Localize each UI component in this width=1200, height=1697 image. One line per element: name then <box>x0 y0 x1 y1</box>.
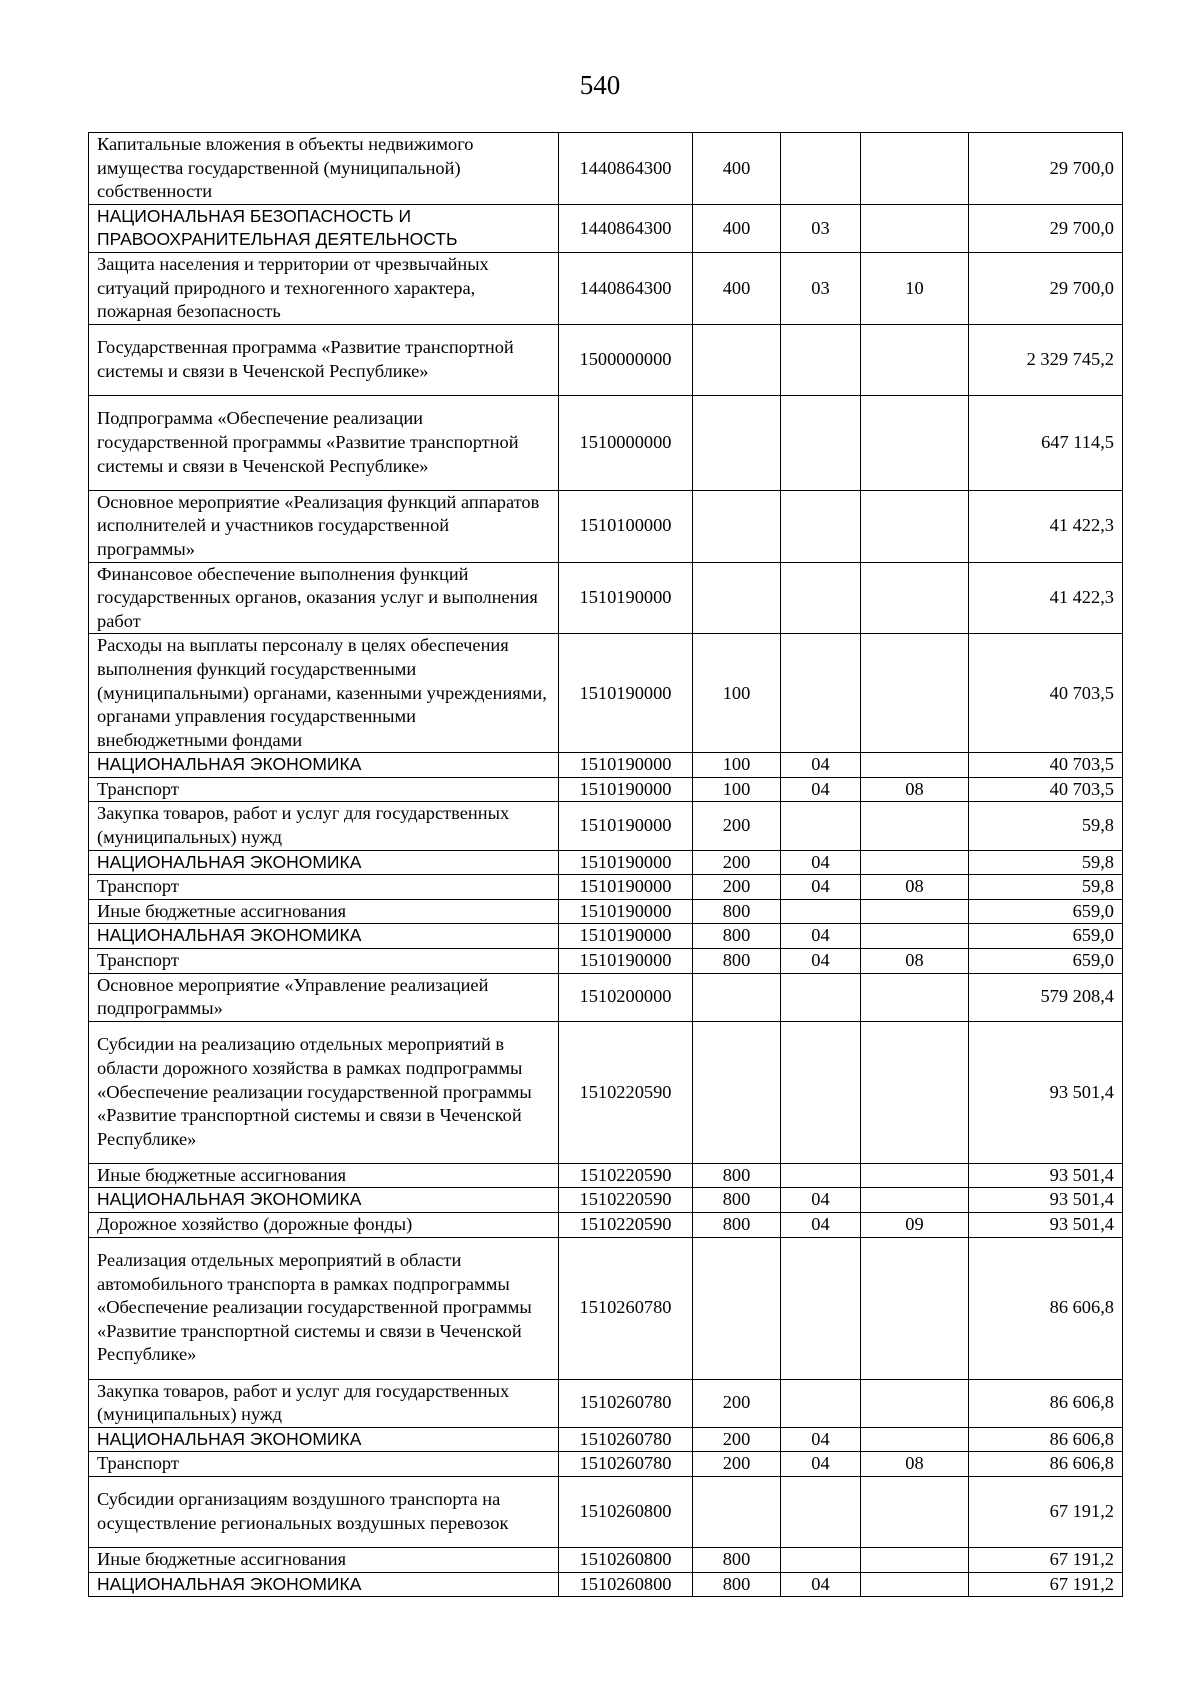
table-row <box>89 324 1123 395</box>
table-row <box>89 562 1123 634</box>
row-type <box>693 1476 781 1547</box>
row-subsection <box>861 634 969 753</box>
row-name: Закупка товаров, работ и услуг для государственных (муниципальных) нужд <box>89 802 559 850</box>
row-amount: 2 329 745,2 <box>969 324 1123 395</box>
row-section: 04 <box>781 753 861 778</box>
table-row <box>89 1163 1123 1188</box>
row-subsection <box>861 1379 969 1427</box>
row-type: 200 <box>693 1379 781 1427</box>
row-type <box>693 973 781 1021</box>
table-row <box>89 1547 1123 1572</box>
table-row <box>89 899 1123 924</box>
row-type: 200 <box>693 1427 781 1452</box>
row-name: Расходы на выплаты персоналу в целях обеспечения выполнения функций государственными (муниципальными) органами, казенными учреждениями, органами управления государственными внебюджетными фондами <box>89 634 559 753</box>
row-type <box>693 395 781 490</box>
row-name: НАЦИОНАЛЬНАЯ БЕЗОПАСНОСТЬ И ПРАВООХРАНИТЕЛЬНАЯ ДЕЯТЕЛЬНОСТЬ <box>89 204 559 252</box>
row-amount: 41 422,3 <box>969 490 1123 562</box>
row-name: Транспорт <box>89 949 559 974</box>
row-code: 1510220590 <box>559 1213 693 1238</box>
table-row <box>89 875 1123 900</box>
row-name: НАЦИОНАЛЬНАЯ ЭКОНОМИКА <box>89 1572 559 1597</box>
row-type <box>693 324 781 395</box>
row-section: 04 <box>781 1188 861 1213</box>
row-type: 200 <box>693 875 781 900</box>
row-section <box>781 802 861 850</box>
row-amount: 93 501,4 <box>969 1213 1123 1238</box>
row-code: 1510260780 <box>559 1452 693 1477</box>
row-code: 1510190000 <box>559 850 693 875</box>
row-name: Подпрограмма «Обеспечение реализации государственной программы «Развитие транспортной системы и связи в Чеченской Республике» <box>89 395 559 490</box>
row-amount: 659,0 <box>969 924 1123 949</box>
row-name: НАЦИОНАЛЬНАЯ ЭКОНОМИКА <box>89 753 559 778</box>
row-amount: 86 606,8 <box>969 1452 1123 1477</box>
row-subsection <box>861 133 969 205</box>
row-section <box>781 324 861 395</box>
row-subsection: 08 <box>861 949 969 974</box>
row-amount: 29 700,0 <box>969 204 1123 252</box>
row-section <box>781 1379 861 1427</box>
row-type: 800 <box>693 949 781 974</box>
table-row <box>89 753 1123 778</box>
row-section: 03 <box>781 204 861 252</box>
row-name: Субсидии на реализацию отдельных мероприятий в области дорожного хозяйства в рамках подпрограммы «Обеспечение реализации государственной программы «Развитие транспортной системы и связи в Чеченской Республике» <box>89 1021 559 1163</box>
row-code: 1440864300 <box>559 133 693 205</box>
row-section <box>781 1163 861 1188</box>
row-subsection <box>861 204 969 252</box>
row-type <box>693 562 781 634</box>
row-subsection <box>861 753 969 778</box>
row-amount: 29 700,0 <box>969 252 1123 324</box>
page-number: 540 <box>579 70 621 100</box>
row-amount: 86 606,8 <box>969 1237 1123 1379</box>
table-row <box>89 924 1123 949</box>
row-type: 800 <box>693 1188 781 1213</box>
row-code: 1510190000 <box>559 924 693 949</box>
table-row <box>89 1379 1123 1427</box>
row-code: 1440864300 <box>559 204 693 252</box>
row-amount: 29 700,0 <box>969 133 1123 205</box>
row-name: Транспорт <box>89 875 559 900</box>
row-section <box>781 133 861 205</box>
table-row <box>89 1427 1123 1452</box>
row-type: 400 <box>693 133 781 205</box>
row-code: 1510190000 <box>559 777 693 802</box>
row-subsection <box>861 490 969 562</box>
row-amount: 67 191,2 <box>969 1572 1123 1597</box>
row-code: 1510260800 <box>559 1476 693 1547</box>
row-subsection <box>861 850 969 875</box>
row-amount: 93 501,4 <box>969 1163 1123 1188</box>
table-row <box>89 1572 1123 1597</box>
row-name: Защита населения и территории от чрезвычайных ситуаций природного и техногенного характера, пожарная безопасность <box>89 252 559 324</box>
table-row <box>89 973 1123 1021</box>
table-row <box>89 395 1123 490</box>
row-amount: 86 606,8 <box>969 1427 1123 1452</box>
row-amount: 659,0 <box>969 949 1123 974</box>
row-subsection <box>861 562 969 634</box>
row-name: НАЦИОНАЛЬНАЯ ЭКОНОМИКА <box>89 1427 559 1452</box>
row-section: 04 <box>781 875 861 900</box>
table-row <box>89 133 1123 205</box>
row-amount: 40 703,5 <box>969 777 1123 802</box>
row-name: Основное мероприятие «Реализация функций аппаратов исполнителей и участников государственной программы» <box>89 490 559 562</box>
row-amount: 67 191,2 <box>969 1547 1123 1572</box>
row-amount: 67 191,2 <box>969 1476 1123 1547</box>
row-code: 1440864300 <box>559 252 693 324</box>
table-row <box>89 252 1123 324</box>
row-code: 1510220590 <box>559 1188 693 1213</box>
table-row <box>89 1452 1123 1477</box>
row-name: Транспорт <box>89 1452 559 1477</box>
row-type: 400 <box>693 252 781 324</box>
row-name: Реализация отдельных мероприятий в области автомобильного транспорта в рамках подпрограммы «Обеспечение реализации государственной программы «Развитие транспортной системы и связи в Чеченской Республике» <box>89 1237 559 1379</box>
row-code: 1510190000 <box>559 562 693 634</box>
row-type: 800 <box>693 1213 781 1238</box>
row-type: 100 <box>693 777 781 802</box>
row-type: 100 <box>693 634 781 753</box>
row-name: Транспорт <box>89 777 559 802</box>
row-type: 800 <box>693 1572 781 1597</box>
row-code: 1510190000 <box>559 753 693 778</box>
row-subsection <box>861 1163 969 1188</box>
row-amount: 86 606,8 <box>969 1379 1123 1427</box>
row-section: 04 <box>781 1572 861 1597</box>
row-amount: 59,8 <box>969 850 1123 875</box>
row-subsection <box>861 1572 969 1597</box>
row-type: 400 <box>693 204 781 252</box>
row-type <box>693 490 781 562</box>
row-section <box>781 1021 861 1163</box>
row-subsection <box>861 324 969 395</box>
row-section <box>781 562 861 634</box>
row-amount: 59,8 <box>969 802 1123 850</box>
row-section <box>781 395 861 490</box>
row-amount: 647 114,5 <box>969 395 1123 490</box>
row-name: Капитальные вложения в объекты недвижимого имущества государственной (муниципальной) собственности <box>89 133 559 205</box>
row-name: Субсидии организациям воздушного транспорта на осуществление региональных воздушных перевозок <box>89 1476 559 1547</box>
row-code: 1510260800 <box>559 1572 693 1597</box>
table-row <box>89 204 1123 252</box>
table-row <box>89 802 1123 850</box>
row-subsection: 08 <box>861 875 969 900</box>
row-subsection <box>861 1476 969 1547</box>
row-name: Дорожное хозяйство (дорожные фонды) <box>89 1213 559 1238</box>
row-subsection <box>861 924 969 949</box>
row-amount: 40 703,5 <box>969 634 1123 753</box>
row-section: 04 <box>781 1213 861 1238</box>
table-row <box>89 949 1123 974</box>
row-section: 04 <box>781 777 861 802</box>
row-section <box>781 1237 861 1379</box>
row-subsection <box>861 899 969 924</box>
row-section <box>781 973 861 1021</box>
row-code: 1510190000 <box>559 802 693 850</box>
row-name: Финансовое обеспечение выполнения функций государственных органов, оказания услуг и выполнения работ <box>89 562 559 634</box>
row-subsection: 08 <box>861 1452 969 1477</box>
row-subsection <box>861 1427 969 1452</box>
row-code: 1510190000 <box>559 634 693 753</box>
row-amount: 93 501,4 <box>969 1021 1123 1163</box>
row-subsection: 09 <box>861 1213 969 1238</box>
row-code: 1510260780 <box>559 1379 693 1427</box>
row-section <box>781 490 861 562</box>
row-code: 1510190000 <box>559 949 693 974</box>
row-type: 200 <box>693 1452 781 1477</box>
table-row <box>89 490 1123 562</box>
row-code: 1510260800 <box>559 1547 693 1572</box>
row-subsection: 10 <box>861 252 969 324</box>
row-code: 1500000000 <box>559 324 693 395</box>
row-section <box>781 1476 861 1547</box>
row-name: Закупка товаров, работ и услуг для государственных (муниципальных) нужд <box>89 1379 559 1427</box>
row-code: 1510190000 <box>559 875 693 900</box>
row-section: 04 <box>781 1427 861 1452</box>
table-row <box>89 1021 1123 1163</box>
row-name: НАЦИОНАЛЬНАЯ ЭКОНОМИКА <box>89 924 559 949</box>
row-section <box>781 899 861 924</box>
row-section <box>781 634 861 753</box>
row-amount: 93 501,4 <box>969 1188 1123 1213</box>
row-code: 1510260780 <box>559 1237 693 1379</box>
table-row <box>89 777 1123 802</box>
row-name: Основное мероприятие «Управление реализацией подпрограммы» <box>89 973 559 1021</box>
row-code: 1510220590 <box>559 1021 693 1163</box>
row-code: 1510220590 <box>559 1163 693 1188</box>
row-subsection <box>861 395 969 490</box>
row-type: 200 <box>693 850 781 875</box>
row-type <box>693 1237 781 1379</box>
row-name: Иные бюджетные ассигнования <box>89 899 559 924</box>
row-subsection <box>861 802 969 850</box>
row-amount: 579 208,4 <box>969 973 1123 1021</box>
row-subsection <box>861 973 969 1021</box>
row-type: 800 <box>693 1163 781 1188</box>
row-name: НАЦИОНАЛЬНАЯ ЭКОНОМИКА <box>89 850 559 875</box>
row-subsection <box>861 1188 969 1213</box>
table-row <box>89 1476 1123 1547</box>
row-section: 04 <box>781 1452 861 1477</box>
row-amount: 40 703,5 <box>969 753 1123 778</box>
row-section: 04 <box>781 949 861 974</box>
row-code: 1510200000 <box>559 973 693 1021</box>
row-subsection <box>861 1547 969 1572</box>
row-section: 04 <box>781 850 861 875</box>
row-code: 1510100000 <box>559 490 693 562</box>
row-subsection <box>861 1237 969 1379</box>
row-code: 1510190000 <box>559 899 693 924</box>
row-name: Иные бюджетные ассигнования <box>89 1163 559 1188</box>
row-subsection <box>861 1021 969 1163</box>
row-name: Государственная программа «Развитие транспортной системы и связи в Чеченской Республике» <box>89 324 559 395</box>
row-code: 1510260780 <box>559 1427 693 1452</box>
row-type: 800 <box>693 899 781 924</box>
row-type: 800 <box>693 1547 781 1572</box>
table-row <box>89 634 1123 753</box>
table-row <box>89 850 1123 875</box>
row-code: 1510000000 <box>559 395 693 490</box>
row-type <box>693 1021 781 1163</box>
row-section <box>781 1547 861 1572</box>
row-type: 800 <box>693 924 781 949</box>
table-row <box>89 1213 1123 1238</box>
row-section: 04 <box>781 924 861 949</box>
row-type: 200 <box>693 802 781 850</box>
row-type: 100 <box>693 753 781 778</box>
row-amount: 659,0 <box>969 899 1123 924</box>
table-row <box>89 1188 1123 1213</box>
budget-table <box>88 132 1123 1597</box>
table-row <box>89 1237 1123 1379</box>
row-amount: 41 422,3 <box>969 562 1123 634</box>
row-subsection: 08 <box>861 777 969 802</box>
row-section: 03 <box>781 252 861 324</box>
row-name: НАЦИОНАЛЬНАЯ ЭКОНОМИКА <box>89 1188 559 1213</box>
row-name: Иные бюджетные ассигнования <box>89 1547 559 1572</box>
row-amount: 59,8 <box>969 875 1123 900</box>
